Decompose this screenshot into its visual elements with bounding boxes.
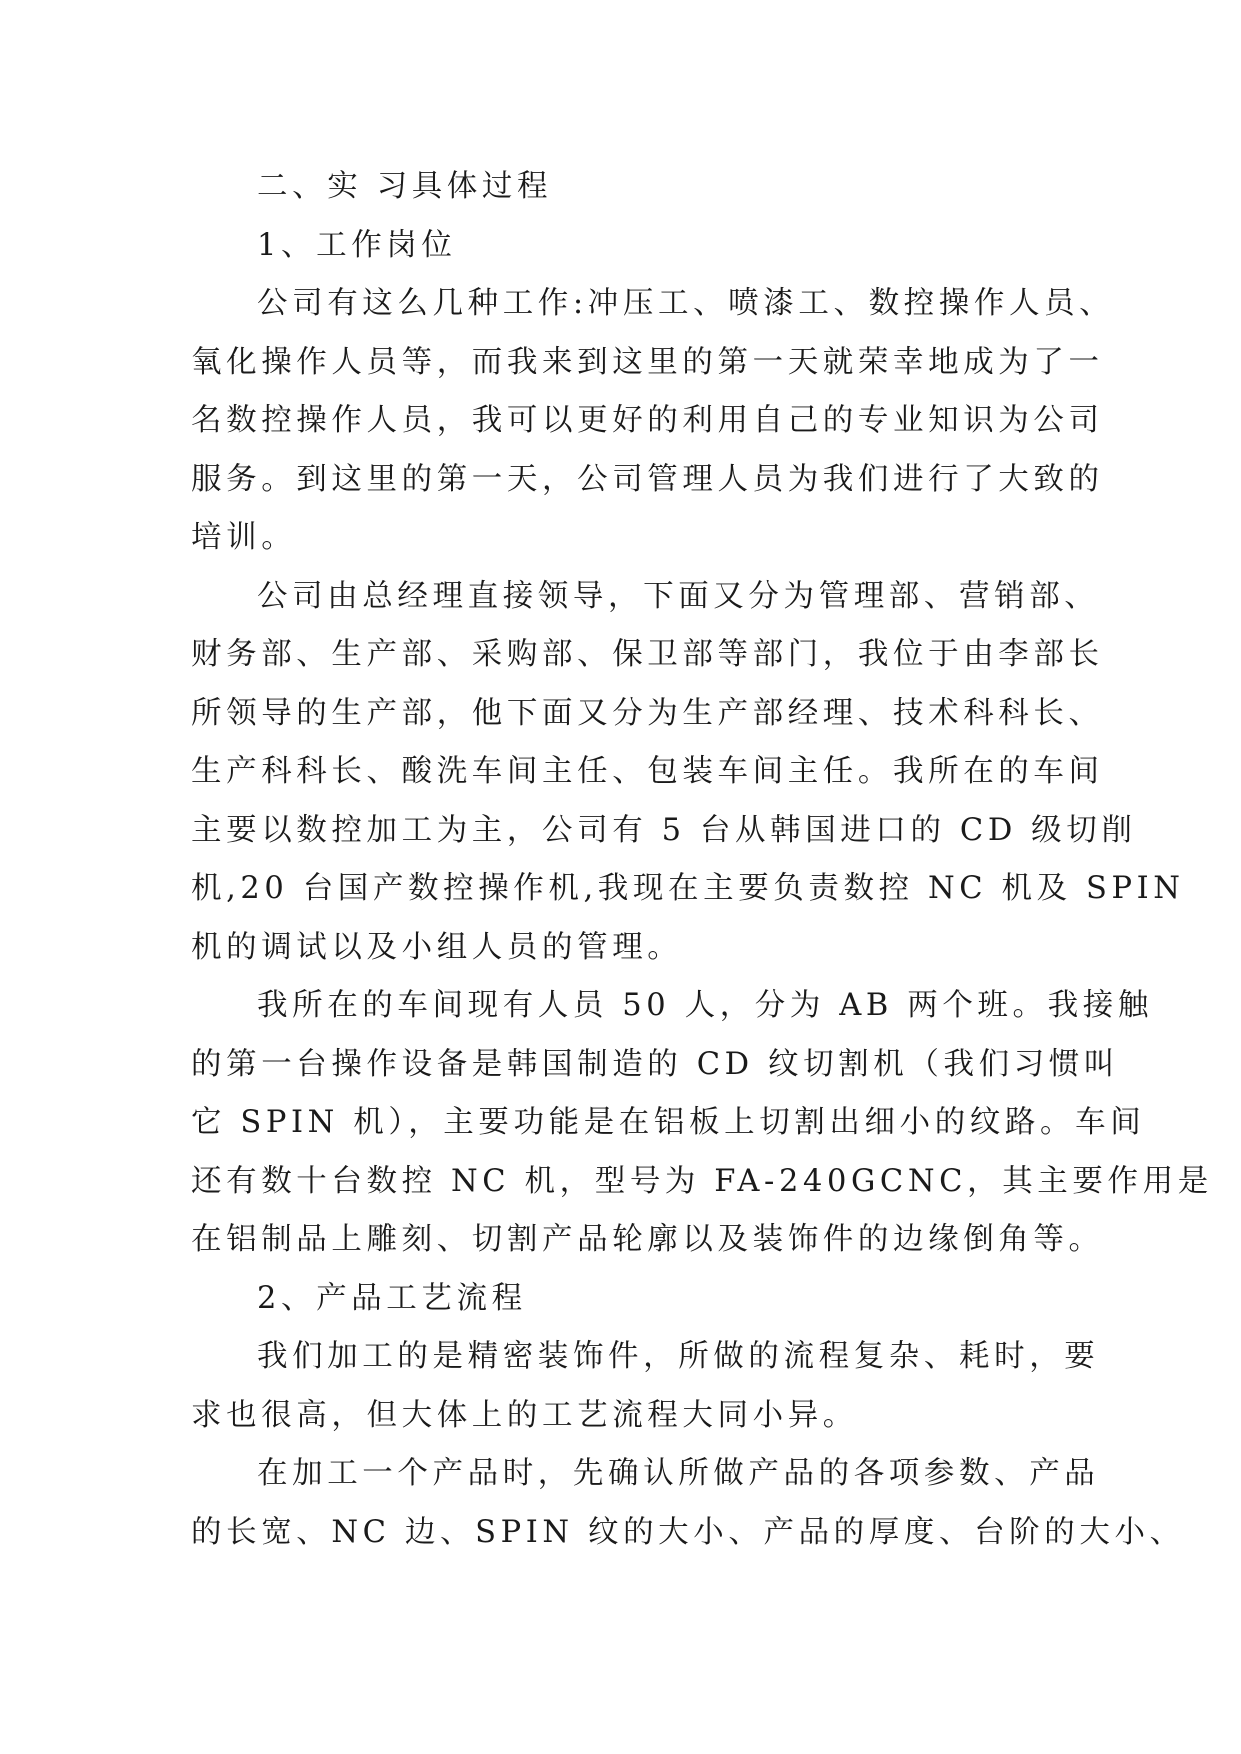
document-body: [191, 158, 1213, 1562]
text-line: 我们加工的是精密装饰件，所做的流程复杂、耗时，要: [257, 1339, 1100, 1374]
text-line: 还有数十台数控 NC 机，型号为 FA-240GCNC，其主要作用是: [191, 1163, 1213, 1199]
text-line: 公司有这么几种工作:冲压工、喷漆工、数控操作人员、: [257, 286, 1115, 321]
text-line: 二、实 习具体过程: [257, 169, 553, 204]
text-line: 我所在的车间现有人员 50 人，分为 AB 两个班。我接触: [257, 988, 1153, 1023]
text-line: 名数控操作人员，我可以更好的利用自己的专业知识为公司: [191, 403, 1104, 438]
text-line: 2、产品工艺流程: [257, 1280, 527, 1316]
text-line: 所领导的生产部，他下面又分为生产部经理、技术科科长、: [191, 695, 1104, 731]
text-line: 培训。: [191, 520, 297, 555]
text-line: 主要以数控加工为主，公司有 5 台从韩国进口的 CD 级切削: [191, 812, 1137, 848]
text-line: 在加工一个产品时，先确认所做产品的各项参数、产品: [257, 1456, 1100, 1491]
text-line: 机,20 台国产数控操作机,我现在主要负责数控 NC 机及 SPIN: [191, 871, 1185, 906]
text-line: 的长宽、NC 边、SPIN 纹的大小、产品的厚度、台阶的大小、: [191, 1514, 1185, 1550]
text-line: 财务部、生产部、采购部、保卫部等部门，我位于由李部长: [191, 637, 1104, 672]
text-line: 服务。到这里的第一天，公司管理人员为我们进行了大致的: [191, 461, 1104, 497]
text-line: 机的调试以及小组人员的管理。: [191, 929, 683, 965]
text-line: 它 SPIN 机），主要功能是在铝板上切割出细小的纹路。车间: [191, 1105, 1146, 1140]
text-line: 1、工作岗位: [257, 227, 457, 263]
text-line: 在铝制品上雕刻、切割产品轮廓以及装饰件的边缘倒角等。: [191, 1222, 1104, 1257]
text-line: 求也很高，但大体上的工艺流程大同小异。: [191, 1397, 858, 1433]
text-line: 氧化操作人员等，而我来到这里的第一天就荣幸地成为了一: [191, 344, 1104, 380]
text-line: 生产科科长、酸洗车间主任、包装车间主任。我所在的车间: [191, 754, 1104, 789]
text-line: 的第一台操作设备是韩国制造的 CD 纹切割机（我们习惯叫: [191, 1046, 1119, 1082]
text-line: 公司由总经理直接领导，下面又分为管理部、营销部、: [257, 578, 1100, 614]
